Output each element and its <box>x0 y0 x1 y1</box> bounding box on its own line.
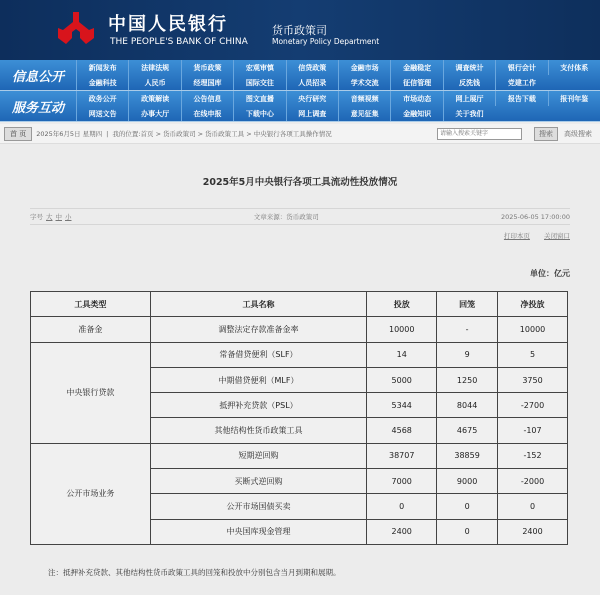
nav-item[interactable]: 金融科技 <box>76 75 128 90</box>
column-header: 工具类型 <box>31 292 151 317</box>
nav-item[interactable]: 报刊年鉴 <box>548 91 600 106</box>
nav-item[interactable]: 报告下载 <box>495 91 547 106</box>
nav-band-label: 信息公开 <box>11 69 64 85</box>
nav-item[interactable]: 网送文告 <box>76 106 128 121</box>
nav-band <box>0 60 600 91</box>
column-header: 回笼 <box>437 292 498 317</box>
tool-name-cell: 调整法定存款准备金率 <box>150 317 367 342</box>
tool-type-cell: 准备金 <box>31 317 151 342</box>
nav-item[interactable]: 网上展厅 <box>443 91 495 106</box>
nav-item[interactable]: 经理国库 <box>181 75 233 90</box>
net-injection-cell: -107 <box>498 418 568 443</box>
article-title: 2025年5月中央银行各项工具流动性投放情况 <box>202 177 398 188</box>
breadcrumb-bar <box>0 124 600 144</box>
search-input[interactable] <box>437 128 522 140</box>
injection-cell: 5000 <box>367 367 437 392</box>
nav-item[interactable]: 政务公开 <box>76 91 128 106</box>
nav-item[interactable]: 法律法规 <box>128 60 180 75</box>
table-row <box>31 317 568 342</box>
nav-item[interactable]: 金融市场 <box>338 60 390 75</box>
bank-name-cn: 中国人民银行 <box>108 14 228 35</box>
injection-cell: 4568 <box>367 418 437 443</box>
nav-item[interactable]: 调查统计 <box>443 60 495 75</box>
withdrawal-cell: 1250 <box>437 367 498 392</box>
font-medium-link[interactable]: 中 <box>55 213 62 221</box>
nav-item[interactable]: 在线申报 <box>181 106 233 121</box>
nav-item[interactable]: 公告信息 <box>181 91 233 106</box>
net-injection-cell: 2400 <box>498 519 568 544</box>
injection-cell: 10000 <box>367 317 437 342</box>
search-button[interactable]: 搜索 <box>534 127 558 141</box>
nav-item[interactable]: 学术交流 <box>338 75 390 90</box>
print-link[interactable]: 打印本页 <box>503 232 530 240</box>
nav-item[interactable]: 意见征集 <box>338 106 390 121</box>
nav-item[interactable]: 党建工作 <box>495 75 547 90</box>
withdrawal-cell: 8044 <box>437 393 498 418</box>
nav-item[interactable]: 关于我们 <box>443 106 495 121</box>
table-header-row <box>31 292 568 317</box>
pboc-logo-icon <box>56 10 96 50</box>
nav-item[interactable]: 征信管理 <box>390 75 442 90</box>
withdrawal-cell: 38859 <box>437 443 498 468</box>
tool-type-cell: 中央银行贷款 <box>31 342 151 443</box>
footnote: 注：抵押补充贷款、其他结构性货币政策工具的回笼和投放中分别包含当月到期和展期。 <box>48 567 341 577</box>
nav-item[interactable]: 银行会计 <box>495 60 547 75</box>
advanced-search-link[interactable]: 高级搜索 <box>564 129 592 138</box>
article-source: 文章来源：货币政策司 <box>253 213 319 221</box>
column-header: 净投放 <box>498 292 568 317</box>
article-actions <box>30 231 570 240</box>
tool-name-cell: 其他结构性货币政策工具 <box>150 418 367 443</box>
net-injection-cell: 0 <box>498 494 568 519</box>
font-large-link[interactable]: 大 <box>46 213 53 221</box>
nav-item[interactable]: 下载中心 <box>233 106 285 121</box>
nav-item[interactable]: 人民币 <box>128 75 180 90</box>
home-button[interactable]: 首 页 <box>4 127 32 141</box>
article-meta <box>30 208 570 225</box>
withdrawal-cell: 9000 <box>437 469 498 494</box>
nav-item[interactable]: 货币政策 <box>181 60 233 75</box>
font-size-label: 字号 <box>30 213 43 221</box>
nav-item[interactable]: 音频视频 <box>338 91 390 106</box>
net-injection-cell: 5 <box>498 342 568 367</box>
article-datetime: 2025-06-05 17:00:00 <box>500 212 570 221</box>
nav-item[interactable]: 支付体系 <box>548 60 600 75</box>
column-header: 工具名称 <box>150 292 367 317</box>
withdrawal-cell: - <box>437 317 498 342</box>
site-header <box>0 0 600 60</box>
net-injection-cell: -152 <box>498 443 568 468</box>
breadcrumb[interactable]: 我的位置:首页 > 货币政策司 > 货币政策工具 > 中央银行各项工具操作情况 <box>112 130 332 138</box>
tool-type-cell: 公开市场业务 <box>31 443 151 544</box>
tool-name-cell: 买断式逆回购 <box>150 469 367 494</box>
nav-item[interactable]: 网上调查 <box>286 106 338 121</box>
tool-name-cell: 常备借贷便利（SLF） <box>150 342 367 367</box>
injection-cell: 0 <box>367 494 437 519</box>
unit-label: 单位：亿元 <box>530 269 570 278</box>
tool-name-cell: 抵押补充贷款（PSL） <box>150 393 367 418</box>
nav-band <box>0 91 600 122</box>
separator: | <box>106 129 109 138</box>
tool-name-cell: 短期逆回购 <box>150 443 367 468</box>
close-window-link[interactable]: 关闭窗口 <box>544 232 570 240</box>
withdrawal-cell: 0 <box>437 519 498 544</box>
tool-name-cell: 中央国库现金管理 <box>150 519 367 544</box>
nav-item[interactable]: 金融知识 <box>390 106 442 121</box>
nav-item[interactable]: 市场动态 <box>390 91 442 106</box>
current-date: 2025年6月5日 星期四 <box>36 130 103 138</box>
table-row <box>31 342 568 367</box>
nav-item[interactable]: 金融稳定 <box>390 60 442 75</box>
dept-name-en: Monetary Policy Department <box>272 37 380 46</box>
nav-item[interactable]: 办事大厅 <box>128 106 180 121</box>
nav-item[interactable]: 反洗钱 <box>443 75 495 90</box>
nav-item[interactable]: 图文直播 <box>233 91 285 106</box>
net-injection-cell: 3750 <box>498 367 568 392</box>
dept-name-cn: 货币政策司 <box>272 24 327 37</box>
liquidity-table <box>30 291 568 545</box>
injection-cell: 38707 <box>367 443 437 468</box>
nav-item[interactable]: 政策解读 <box>128 91 180 106</box>
nav-item[interactable]: 宏观审慎 <box>233 60 285 75</box>
tool-name-cell: 公开市场国债买卖 <box>150 494 367 519</box>
withdrawal-cell: 4675 <box>437 418 498 443</box>
withdrawal-cell: 0 <box>437 494 498 519</box>
nav-item[interactable]: 国际交往 <box>233 75 285 90</box>
bank-name-en: THE PEOPLE'S BANK OF CHINA <box>110 37 248 47</box>
injection-cell: 7000 <box>367 469 437 494</box>
nav-item[interactable]: 央行研究 <box>286 91 338 106</box>
injection-cell: 2400 <box>367 519 437 544</box>
font-small-link[interactable]: 小 <box>65 213 72 221</box>
injection-cell: 5344 <box>367 393 437 418</box>
nav-item[interactable]: 人员招录 <box>286 75 338 90</box>
table-row <box>31 443 568 468</box>
net-injection-cell: 10000 <box>498 317 568 342</box>
injection-cell: 14 <box>367 342 437 367</box>
column-header: 投放 <box>367 292 437 317</box>
nav-item[interactable]: 信贷政策 <box>286 60 338 75</box>
nav-item[interactable]: 新闻发布 <box>76 60 128 75</box>
withdrawal-cell: 9 <box>437 342 498 367</box>
main-nav <box>0 60 600 122</box>
net-injection-cell: -2700 <box>498 393 568 418</box>
nav-band-label: 服务互动 <box>11 100 64 116</box>
net-injection-cell: -2000 <box>498 469 568 494</box>
tool-name-cell: 中期借贷便利（MLF） <box>150 367 367 392</box>
